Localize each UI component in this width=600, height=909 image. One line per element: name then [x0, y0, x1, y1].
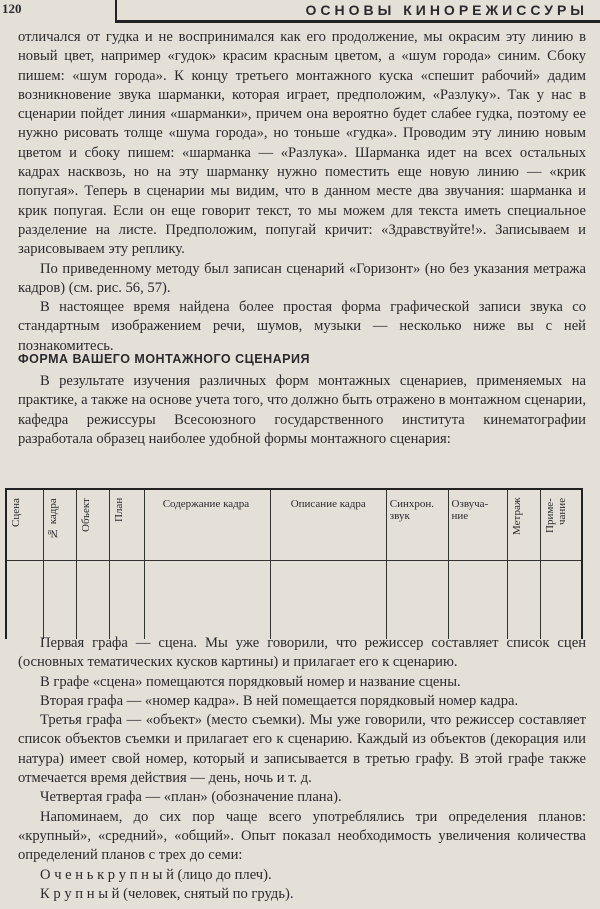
column-header: № кадра	[47, 498, 60, 539]
column-header: Синхрон. звук	[386, 489, 448, 561]
montage-script-form-table	[5, 488, 583, 639]
column-header: Описание кадра	[270, 489, 386, 561]
page-number: 120	[2, 1, 22, 16]
paragraph: Четвертая графа — «план» (обозначение плана).	[40, 789, 342, 806]
paragraph: Напоминаем, до сих пор чаще всего употреблялись три определения планов: «крупный», «средний», «общий». Опыт показал необходимость увеличения количества определений планов с трех до семи:	[18, 808, 586, 864]
paragraph: Первая графа — сцена. Мы уже говорили, что режиссер составляет список сцен (основных тематических кусков картины) и прилагает его к сценарию.	[18, 635, 586, 671]
paragraph: отличался от гудка и не воспринимался как его продолжение, мы окрасим эту линию в новый цвет, например «гудок» красим красным цветом, а «шум города» синим. Сбоку пишем: «шум города». К концу третьего монтажного куска «спешит рабочий» дадим возникновение звука шарманки, которая играет, предположим, «Разлуку». Так у нас в сценарии пойдет линия «шарманки», причем она вероятно будет слабее гудка, поэтому ее нужно рисовать толще «шума города», но тоньше «гудка». Проводим эту линию новым цветом и сбоку пишем: «шарманка — «Разлука». Шарманка идет на всех остальных кадрах насквозь, но на эту шарманку нужно поместить еще новую линию — «крик попугая». Теперь в сценарии мы видим, что в данном месте два звучания: шарманка и крик попугая. Если он еще говорит текст, то мы можем для текста иметь специальное разделение на листе. Предположим, попугай кричит: «Здравствуйте!». Записываем и зарисовываем эту реплику.	[18, 29, 586, 258]
column-header: Метраж	[511, 498, 524, 536]
paragraph: В результате изучения различных форм монтажных сценариев, применяемых на практике, а также на основе учета того, что должно быть отражено в монтажном сценарии, кафедра режиссуры Всесоюзного государственного института кинематографии разработала образец наиболее удобной формы монтажного сценария:	[18, 373, 586, 447]
table-header-row	[6, 489, 582, 561]
section-heading: ФОРМА ВАШЕГО МОНТАЖНОГО СЦЕНАРИЯ	[18, 352, 310, 366]
running-header	[0, 0, 600, 22]
table-row	[6, 561, 582, 640]
column-header: Озвуча-ние	[448, 489, 508, 561]
intro-text	[18, 28, 586, 356]
paragraph: Третья графа — «объект» (место съемки). Мы уже говорили, что режиссер составляет список объектов съемки и прилагает его к сценарию. Каждый из объектов (декорация или натура) имеет свой номер, который и записывается в третью графу. В этой графе также отмечается время действия — день, ночь и т. д.	[18, 712, 586, 787]
column-header: Сцена	[10, 498, 22, 527]
paragraph: В графе «сцена» помещаются порядковый номер и название сцены.	[40, 673, 461, 690]
paragraph: Вторая графа — «номер кадра». В ней помещается порядковый номер кадра.	[40, 692, 519, 709]
section-text	[18, 372, 586, 449]
column-header: Объект	[80, 498, 93, 532]
column-header: Содержание кадра	[144, 489, 270, 561]
column-header: Приме-чание	[544, 498, 569, 533]
paragraph: По приведенному методу был записан сценарий «Горизонт» (но без указания метража кадров) (см. рис. 56, 57).	[18, 260, 586, 296]
column-header: План	[113, 498, 126, 523]
column-descriptions	[18, 634, 586, 904]
running-title: ОСНОВЫ КИНОРЕЖИССУРЫ	[305, 2, 588, 18]
paragraph: О ч е н ь к р у п н ы й (лицо до плеч).	[40, 866, 272, 883]
paragraph: К р у п н ы й (человек, снятый по грудь).	[40, 885, 294, 902]
paragraph: В настоящее время найдена более простая форма графической записи звука со стандартным изображением речи, шумов, музыки — несколько ниже вы с ней познакомитесь.	[18, 299, 586, 354]
